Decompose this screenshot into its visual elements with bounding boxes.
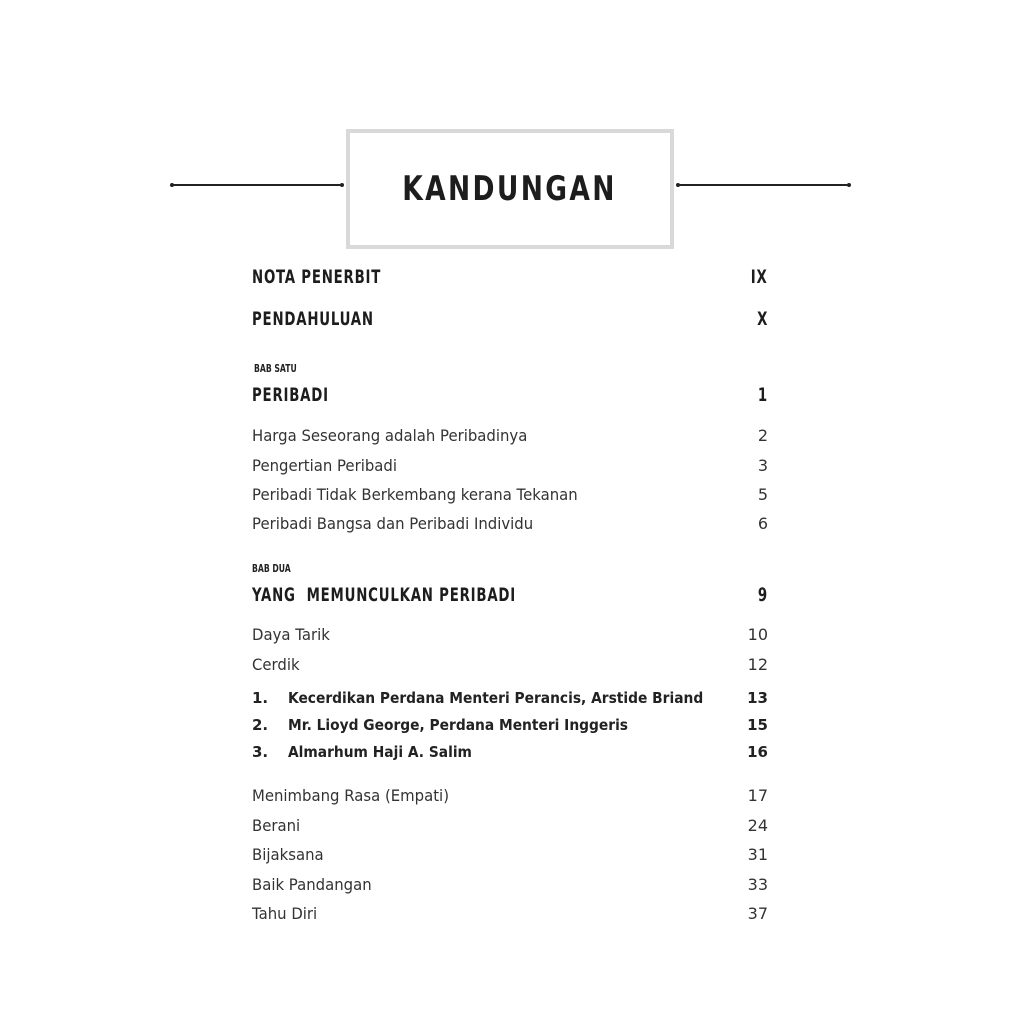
- toc-subentry[interactable]: [252, 743, 768, 761]
- toc-entry-label: Harga Seseorang adalah Peribadinya: [252, 426, 528, 445]
- toc-entry-nota-penerbit[interactable]: [252, 266, 768, 288]
- toc-subentry-label: Kecerdikan Perdana Menteri Perancis, Arstide Briand: [288, 689, 704, 707]
- toc-entry-label: Peribadi Bangsa dan Peribadi Individu: [252, 514, 534, 533]
- toc-entry-label: Menimbang Rasa (Empati): [252, 786, 450, 805]
- toc-subentry-number: 3.: [252, 743, 269, 761]
- toc-heading-label: NOTA PENERBIT: [252, 266, 382, 288]
- toc-chapter-peribadi[interactable]: [252, 384, 768, 406]
- toc-heading-label: PENDAHULUAN: [252, 308, 374, 330]
- toc-entry-label: Bijaksana: [252, 845, 324, 864]
- toc-page-number: X: [756, 308, 768, 330]
- toc-entry[interactable]: [252, 904, 768, 923]
- chapter-label: BAB DUA: [252, 562, 291, 575]
- toc-heading-label: PERIBADI: [252, 384, 329, 406]
- toc-page-number: IX: [751, 266, 768, 288]
- title-box: [346, 129, 674, 249]
- title-rule-left: [171, 184, 343, 186]
- toc-page-number: 2: [757, 426, 768, 445]
- toc-entry-label: Pengertian Peribadi: [252, 456, 397, 475]
- toc-subentry-label: Almarhum Haji A. Salim: [288, 743, 472, 761]
- page-title: KANDUNGAN: [402, 169, 618, 209]
- toc-page-number: 15: [747, 716, 768, 734]
- toc-entry[interactable]: [252, 625, 768, 644]
- toc-entry[interactable]: [252, 875, 768, 894]
- toc-page-number: 9: [757, 584, 768, 606]
- toc-subentry-number: 2.: [252, 716, 269, 734]
- toc-entry[interactable]: [252, 655, 768, 674]
- toc-page-number: 6: [757, 514, 768, 533]
- toc-entry-label: Peribadi Tidak Berkembang kerana Tekanan: [252, 485, 578, 504]
- toc-page-number: 33: [747, 875, 768, 894]
- toc-subentry[interactable]: [252, 716, 768, 734]
- toc-page-number: 16: [747, 743, 768, 761]
- toc-entry-label: Baik Pandangan: [252, 875, 372, 894]
- toc-entry-label: Daya Tarik: [252, 625, 330, 644]
- toc-page-number: 12: [747, 655, 768, 674]
- toc-entry-label: Berani: [252, 816, 301, 835]
- toc-entry[interactable]: [252, 426, 768, 445]
- toc-page-number: 1: [757, 384, 768, 406]
- toc-page-number: 37: [747, 904, 768, 923]
- toc-entry-label: Tahu Diri: [252, 904, 318, 923]
- toc-entry[interactable]: [252, 816, 768, 835]
- toc-entry[interactable]: [252, 845, 768, 864]
- toc-heading-label: YANG MEMUNCULKAN PERIBADI: [252, 584, 517, 606]
- toc-entry-pendahuluan[interactable]: [252, 308, 768, 330]
- toc-page-number: 31: [747, 845, 768, 864]
- toc-page-number: 5: [757, 485, 768, 504]
- chapter-label: BAB SATU: [254, 362, 297, 375]
- toc-subentry-number: 1.: [252, 689, 269, 707]
- toc-page-number: 3: [757, 456, 768, 475]
- title-rule-right: [677, 184, 850, 186]
- toc-entry[interactable]: [252, 786, 768, 805]
- toc-chapter-yang-memunculkan-peribadi[interactable]: [252, 584, 768, 606]
- toc-page-number: 17: [747, 786, 768, 805]
- toc-entry[interactable]: [252, 456, 768, 475]
- toc-page-number: 24: [747, 816, 768, 835]
- toc-entry-label: Cerdik: [252, 655, 300, 674]
- toc-entry[interactable]: [252, 485, 768, 504]
- toc-entry[interactable]: [252, 514, 768, 533]
- toc-page-number: 13: [747, 689, 768, 707]
- toc-page-number: 10: [747, 625, 768, 644]
- toc-subentry[interactable]: [252, 689, 768, 707]
- toc-subentry-label: Mr. Lioyd George, Perdana Menteri Inggeris: [288, 716, 629, 734]
